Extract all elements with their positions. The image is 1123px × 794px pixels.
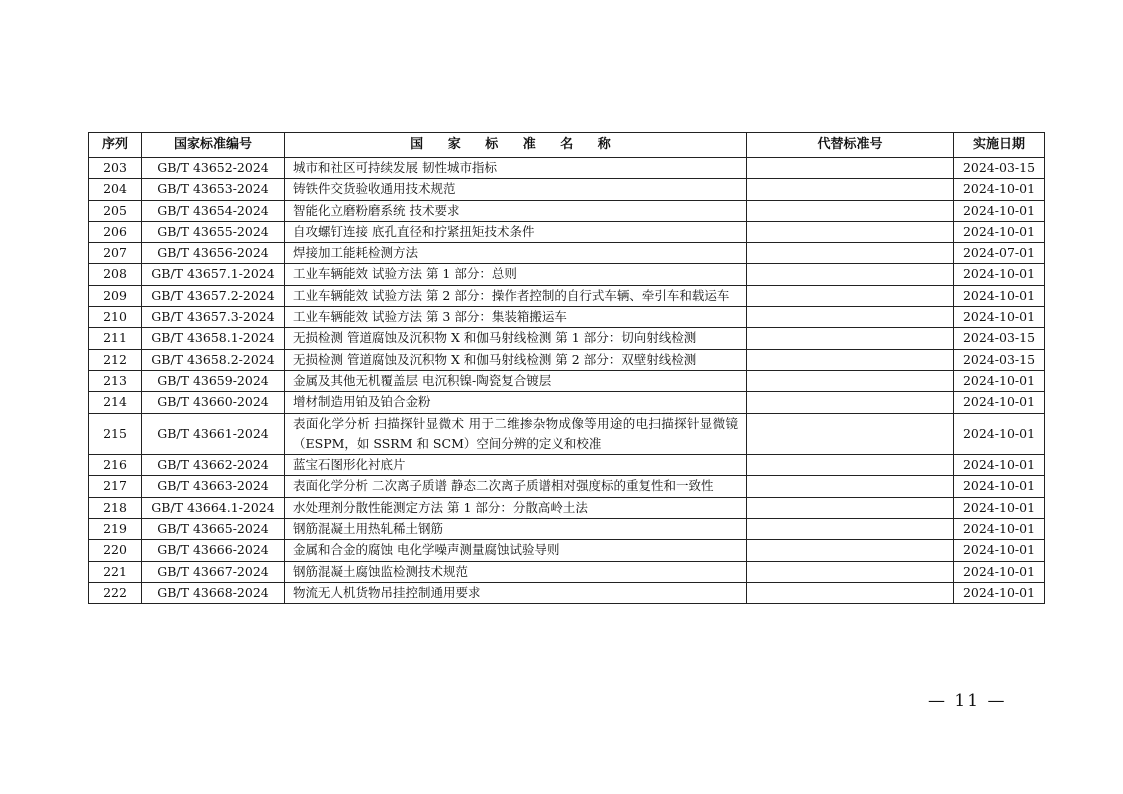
cell-seq: 210	[89, 307, 142, 328]
cell-name: 铸铁件交货验收通用技术规范	[285, 179, 747, 200]
cell-date: 2024-10-01	[954, 582, 1045, 603]
standards-table	[88, 132, 1045, 604]
cell-name: 钢筋混凝土腐蚀监检测技术规范	[285, 561, 747, 582]
cell-code: GB/T 43658.2-2024	[142, 349, 285, 370]
cell-code: GB/T 43662-2024	[142, 455, 285, 476]
cell-replaces	[747, 285, 954, 306]
cell-seq: 207	[89, 243, 142, 264]
table-row	[89, 582, 1045, 603]
cell-date: 2024-10-01	[954, 413, 1045, 455]
cell-name: 钢筋混凝土用热轧稀土钢筋	[285, 519, 747, 540]
cell-replaces	[747, 370, 954, 391]
table-row	[89, 179, 1045, 200]
cell-name: 蓝宝石图形化衬底片	[285, 455, 747, 476]
cell-seq: 204	[89, 179, 142, 200]
cell-replaces	[747, 179, 954, 200]
cell-name: 城市和社区可持续发展 韧性城市指标	[285, 158, 747, 179]
cell-seq: 214	[89, 392, 142, 413]
cell-date: 2024-10-01	[954, 179, 1045, 200]
header-replaces: 代替标准号	[747, 133, 954, 158]
table-row	[89, 243, 1045, 264]
table-header-row	[89, 133, 1045, 158]
table-row	[89, 307, 1045, 328]
cell-code: GB/T 43657.2-2024	[142, 285, 285, 306]
cell-name: 金属和合金的腐蚀 电化学噪声测量腐蚀试验导则	[285, 540, 747, 561]
cell-code: GB/T 43656-2024	[142, 243, 285, 264]
cell-date: 2024-07-01	[954, 243, 1045, 264]
cell-name: 焊接加工能耗检测方法	[285, 243, 747, 264]
cell-name: 智能化立磨粉磨系统 技术要求	[285, 200, 747, 221]
cell-seq: 217	[89, 476, 142, 497]
cell-date: 2024-03-15	[954, 349, 1045, 370]
cell-seq: 211	[89, 328, 142, 349]
cell-date: 2024-10-01	[954, 285, 1045, 306]
table-row	[89, 455, 1045, 476]
cell-code: GB/T 43660-2024	[142, 392, 285, 413]
page-number: — 11 —	[928, 691, 1007, 711]
cell-name: 表面化学分析 二次离子质谱 静态二次离子质谱相对强度标的重复性和一致性	[285, 476, 747, 497]
table-row	[89, 561, 1045, 582]
cell-replaces	[747, 582, 954, 603]
cell-code: GB/T 43667-2024	[142, 561, 285, 582]
table-body	[89, 158, 1045, 604]
cell-seq: 203	[89, 158, 142, 179]
table-row	[89, 285, 1045, 306]
cell-date: 2024-10-01	[954, 540, 1045, 561]
table-row	[89, 158, 1045, 179]
cell-name: 无损检测 管道腐蚀及沉积物 X 和伽马射线检测 第 1 部分：切向射线检测	[285, 328, 747, 349]
header-date: 实施日期	[954, 133, 1045, 158]
cell-code: GB/T 43659-2024	[142, 370, 285, 391]
cell-replaces	[747, 392, 954, 413]
cell-date: 2024-10-01	[954, 221, 1045, 242]
cell-date: 2024-10-01	[954, 307, 1045, 328]
cell-replaces	[747, 221, 954, 242]
cell-replaces	[747, 540, 954, 561]
table-row	[89, 200, 1045, 221]
cell-replaces	[747, 413, 954, 455]
cell-seq: 218	[89, 497, 142, 518]
header-seq: 序列	[89, 133, 142, 158]
cell-code: GB/T 43665-2024	[142, 519, 285, 540]
cell-seq: 212	[89, 349, 142, 370]
cell-code: GB/T 43653-2024	[142, 179, 285, 200]
cell-replaces	[747, 264, 954, 285]
cell-name: 无损检测 管道腐蚀及沉积物 X 和伽马射线检测 第 2 部分：双壁射线检测	[285, 349, 747, 370]
cell-date: 2024-10-01	[954, 476, 1045, 497]
cell-replaces	[747, 328, 954, 349]
cell-replaces	[747, 476, 954, 497]
cell-seq: 219	[89, 519, 142, 540]
cell-replaces	[747, 158, 954, 179]
header-code: 国家标准编号	[142, 133, 285, 158]
table-row	[89, 349, 1045, 370]
cell-date: 2024-10-01	[954, 561, 1045, 582]
cell-seq: 222	[89, 582, 142, 603]
cell-code: GB/T 43655-2024	[142, 221, 285, 242]
cell-replaces	[747, 519, 954, 540]
cell-date: 2024-10-01	[954, 497, 1045, 518]
cell-code: GB/T 43657.1-2024	[142, 264, 285, 285]
cell-name: 工业车辆能效 试验方法 第 1 部分：总则	[285, 264, 747, 285]
cell-name: 工业车辆能效 试验方法 第 3 部分：集装箱搬运车	[285, 307, 747, 328]
cell-date: 2024-10-01	[954, 370, 1045, 391]
header-name: 国 家 标 准 名 称	[285, 133, 747, 158]
cell-code: GB/T 43663-2024	[142, 476, 285, 497]
table-row	[89, 519, 1045, 540]
cell-replaces	[747, 243, 954, 264]
cell-name: 增材制造用铂及铂合金粉	[285, 392, 747, 413]
cell-name: 表面化学分析 扫描探针显微术 用于二维掺杂物成像等用途的电扫描探针显微镜（ESPM，如 SSRM 和 SCM）空间分辨的定义和校准	[285, 413, 747, 455]
cell-date: 2024-10-01	[954, 519, 1045, 540]
table-row	[89, 264, 1045, 285]
cell-name: 金属及其他无机覆盖层 电沉积镍-陶瓷复合镀层	[285, 370, 747, 391]
cell-name: 工业车辆能效 试验方法 第 2 部分：操作者控制的自行式车辆、牵引车和载运车	[285, 285, 747, 306]
cell-name: 自攻螺钉连接 底孔直径和拧紧扭矩技术条件	[285, 221, 747, 242]
cell-replaces	[747, 561, 954, 582]
cell-code: GB/T 43654-2024	[142, 200, 285, 221]
cell-replaces	[747, 349, 954, 370]
table-row	[89, 413, 1045, 455]
cell-code: GB/T 43661-2024	[142, 413, 285, 455]
cell-seq: 205	[89, 200, 142, 221]
cell-seq: 208	[89, 264, 142, 285]
cell-name: 物流无人机货物吊挂控制通用要求	[285, 582, 747, 603]
cell-seq: 216	[89, 455, 142, 476]
cell-date: 2024-10-01	[954, 455, 1045, 476]
table-row	[89, 476, 1045, 497]
cell-replaces	[747, 497, 954, 518]
cell-code: GB/T 43668-2024	[142, 582, 285, 603]
cell-date: 2024-03-15	[954, 158, 1045, 179]
cell-code: GB/T 43652-2024	[142, 158, 285, 179]
cell-code: GB/T 43664.1-2024	[142, 497, 285, 518]
cell-replaces	[747, 200, 954, 221]
cell-replaces	[747, 455, 954, 476]
cell-seq: 206	[89, 221, 142, 242]
cell-code: GB/T 43657.3-2024	[142, 307, 285, 328]
table-row	[89, 370, 1045, 391]
cell-date: 2024-10-01	[954, 264, 1045, 285]
cell-code: GB/T 43658.1-2024	[142, 328, 285, 349]
table-row	[89, 497, 1045, 518]
cell-replaces	[747, 307, 954, 328]
cell-seq: 209	[89, 285, 142, 306]
table-row	[89, 328, 1045, 349]
table-row	[89, 392, 1045, 413]
table-row	[89, 540, 1045, 561]
cell-date: 2024-10-01	[954, 392, 1045, 413]
cell-date: 2024-03-15	[954, 328, 1045, 349]
cell-code: GB/T 43666-2024	[142, 540, 285, 561]
cell-name: 水处理剂分散性能测定方法 第 1 部分：分散高岭土法	[285, 497, 747, 518]
cell-seq: 213	[89, 370, 142, 391]
cell-date: 2024-10-01	[954, 200, 1045, 221]
table-row	[89, 221, 1045, 242]
cell-seq: 220	[89, 540, 142, 561]
cell-seq: 221	[89, 561, 142, 582]
cell-seq: 215	[89, 413, 142, 455]
